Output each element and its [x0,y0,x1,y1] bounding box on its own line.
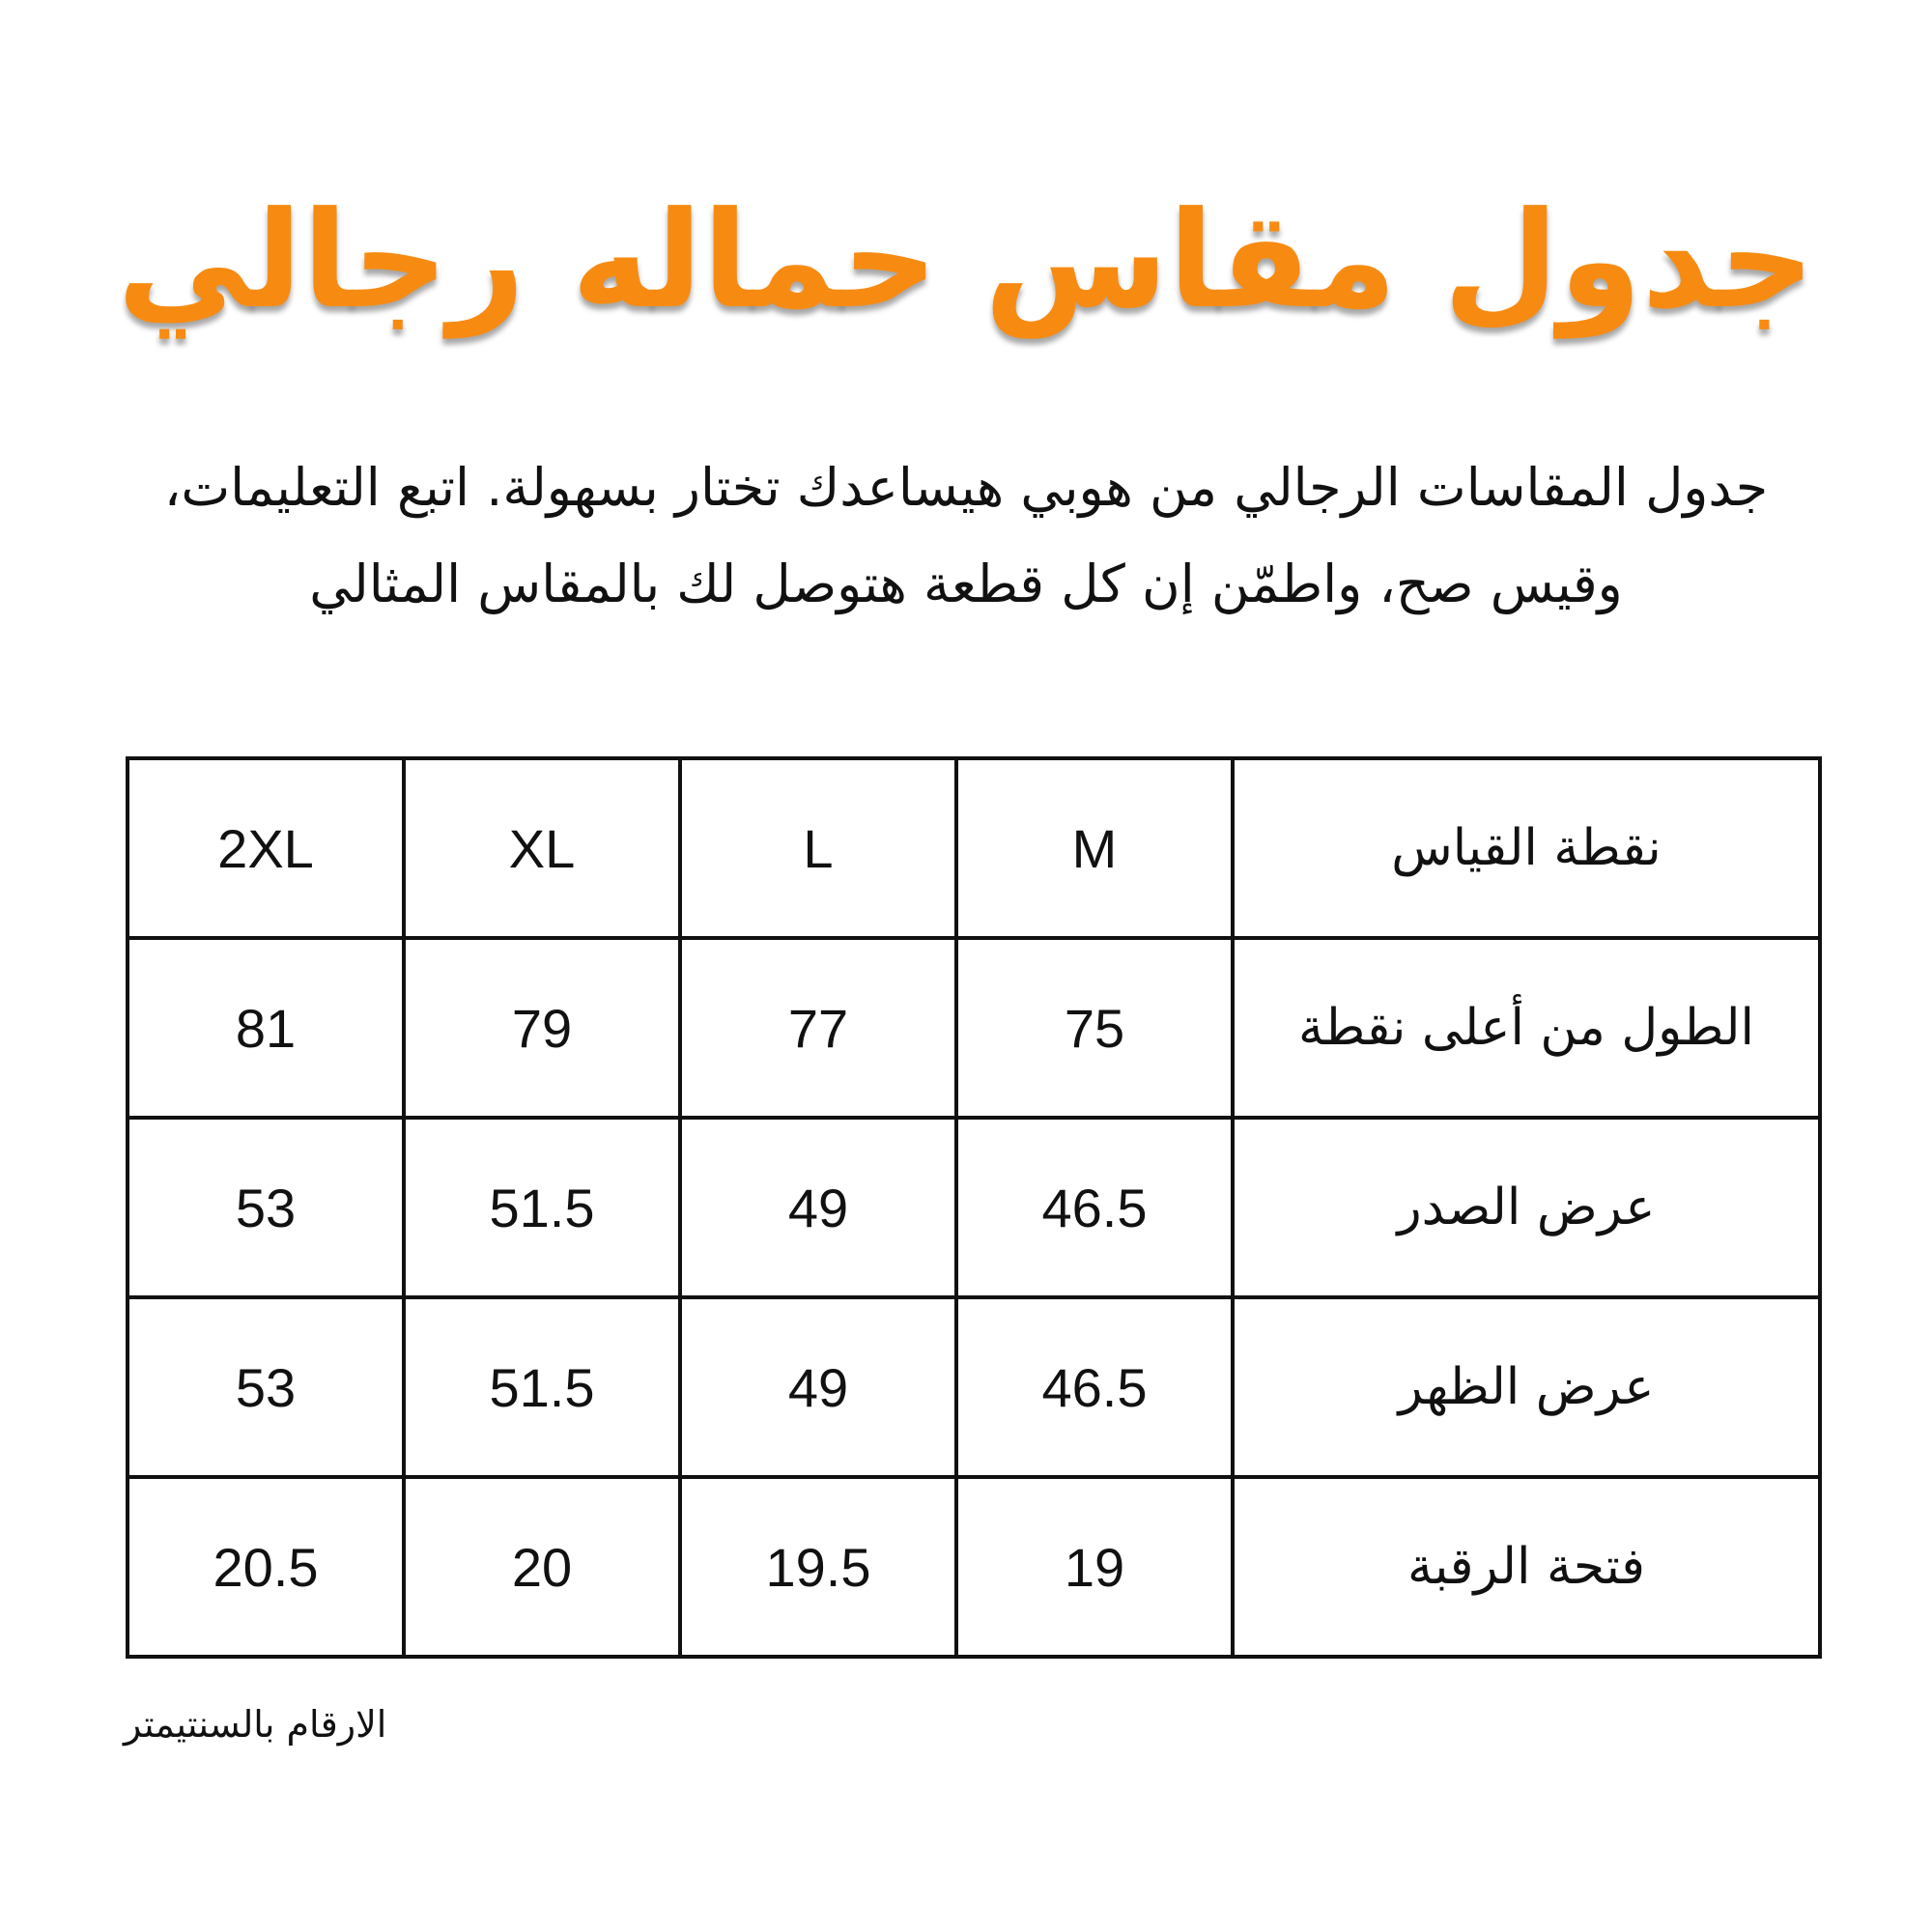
cell-neck-2xl: 20.5 [128,1477,404,1657]
table-header-row [128,758,1820,938]
cell-length-l: 77 [680,938,956,1118]
cell-length-xl: 79 [404,938,680,1118]
header-measure-point: نقطة القياس [1233,758,1820,938]
intro-text [106,440,1826,633]
cell-neck-l: 19.5 [680,1477,956,1657]
cell-chest-m: 46.5 [956,1118,1233,1297]
header-size-m: M [956,758,1233,938]
header-size-2xl: 2XL [128,758,404,938]
row-label-back-width: عرض الظهر [1233,1297,1820,1477]
intro-line-2: وقيس صح، واطمّن إن كل قطعة هتوصل لك بالمقاس المثالي [309,554,1623,614]
units-footnote [124,1695,703,1753]
cell-length-2xl: 81 [128,938,404,1118]
row-label-neck-opening: فتحة الرقبة [1233,1477,1820,1657]
cell-back-l: 49 [680,1297,956,1477]
intro-line-1: جدول المقاسات الرجالي من هوبي هيساعدك تختار بسهولة. اتبع التعليمات، [163,457,1769,518]
cell-chest-xl: 51.5 [404,1118,680,1297]
cell-length-m: 75 [956,938,1233,1118]
cell-back-xl: 51.5 [404,1297,680,1477]
table-row [128,938,1820,1118]
table-row [128,1477,1820,1657]
units-footnote-text: الارقام بالسنتيمتر [124,1703,387,1746]
row-label-chest-width: عرض الصدر [1233,1118,1820,1297]
table-row [128,1118,1820,1297]
cell-back-m: 46.5 [956,1297,1233,1477]
header-size-xl: XL [404,758,680,938]
size-chart-table [126,756,1822,1659]
header-size-l: L [680,758,956,938]
cell-back-2xl: 53 [128,1297,404,1477]
cell-chest-2xl: 53 [128,1118,404,1297]
page-title: جدول مقاس حماله رجالي [117,183,1815,338]
cell-chest-l: 49 [680,1118,956,1297]
cell-neck-xl: 20 [404,1477,680,1657]
row-label-length: الطول من أعلى نقطة [1233,938,1820,1118]
cell-neck-m: 19 [956,1477,1233,1657]
table-row [128,1297,1820,1477]
